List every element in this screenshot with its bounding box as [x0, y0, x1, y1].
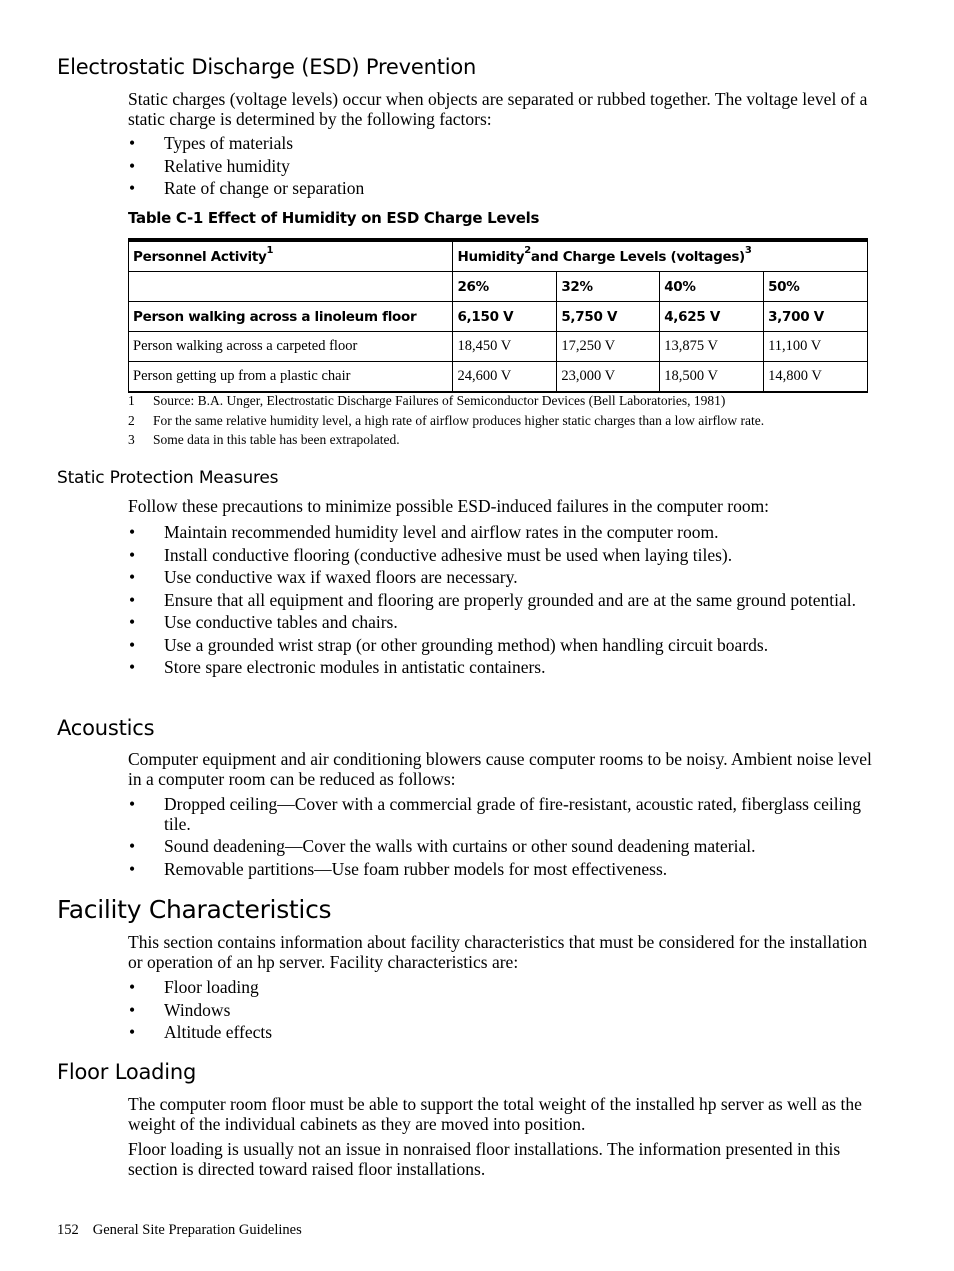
page-footer	[57, 1222, 302, 1239]
voltage-cell: 3,700 V	[764, 302, 868, 332]
humidity-level: 32%	[557, 272, 660, 302]
floor-loading-para-2: Floor loading is usually not an issue in nonraised floor installations. The information presented in this section is directed toward raised floor installations.	[128, 1139, 841, 1179]
bullet-icon: •	[129, 178, 136, 198]
table-caption: Table C-1 Effect of Humidity on ESD Charge Levels	[128, 209, 540, 227]
voltage-cell: 13,875 V	[660, 332, 764, 362]
list-item: • Removable partitions—Use foam rubber models for most effectiveness.	[129, 858, 668, 879]
list-item: • Store spare electronic modules in antistatic containers.	[129, 657, 546, 677]
bullet-icon: •	[129, 794, 136, 814]
humidity-levels-row	[129, 272, 868, 302]
list-item: • Altitude effects	[129, 1022, 273, 1042]
table-row	[129, 332, 868, 362]
list-item: • Types of materials	[129, 133, 294, 153]
table-row	[129, 302, 868, 332]
bullet-icon: •	[129, 1022, 136, 1042]
bullet-icon: •	[129, 544, 136, 565]
facility-heading: Facility Characteristics	[57, 895, 332, 924]
footnote-1: 1 Source: B.A. Unger, Electrostatic Discharge Failures of Semiconductor Devices (Bell Laboratories, 1981)	[128, 393, 726, 408]
humidity-level: 50%	[764, 272, 868, 302]
bullet-icon: •	[129, 634, 136, 655]
bullet-icon: •	[129, 589, 136, 610]
list-item: • Sound deadening—Cover the walls with curtains or other sound deadening material.	[129, 836, 756, 856]
floor-loading-para-1: The computer room floor must be able to support the total weight of the installed hp server as well as the weight of the individual cabinets as they are moved into position.	[128, 1094, 862, 1134]
bullet-icon: •	[129, 612, 136, 632]
footer-title: General Site Preparation Guidelines	[92, 1222, 302, 1238]
list-item: • Rate of change or separation	[129, 178, 365, 198]
esd-humidity-table	[128, 238, 868, 393]
bullet-icon: •	[129, 977, 136, 997]
static-protection-heading: Static Protection Measures	[57, 468, 279, 488]
voltage-cell: 18,450 V	[453, 332, 557, 362]
esd-factors-list	[128, 134, 873, 202]
bullet-icon: •	[129, 522, 136, 542]
table-row	[129, 362, 868, 393]
esd-intro: Static charges (voltage levels) occur when objects are separated or rubbed together. The voltage level of a static charge is determined by the following factors:	[128, 89, 868, 129]
humidity-level: 40%	[660, 272, 764, 302]
list-item: • Relative humidity	[129, 155, 290, 176]
list-item: • Use conductive wax if waxed floors are necessary.	[129, 567, 518, 587]
facility-list	[128, 978, 873, 1046]
esd-heading: Electrostatic Discharge (ESD) Prevention	[57, 55, 477, 79]
list-item: • Dropped ceiling—Cover with a commercial grade of fire-resistant, acoustic rated, fiberglass ceiling tile.	[129, 794, 861, 834]
bullet-icon: •	[129, 155, 136, 176]
static-protection-list	[128, 523, 873, 681]
list-item: • Maintain recommended humidity level and airflow rates in the computer room.	[129, 522, 719, 542]
static-protection-intro: Follow these precautions to minimize possible ESD-induced failures in the computer room:	[128, 496, 770, 516]
acoustics-intro: Computer equipment and air conditioning blowers cause computer rooms to be noisy. Ambient noise level in a computer room can be reduced as follows:	[128, 749, 872, 789]
list-item: • Use a grounded wrist strap (or other grounding method) when handling circuit boards.	[129, 634, 769, 655]
footnote-2: 2 For the same relative humidity level, a high rate of airflow produces higher static charges than a low airflow rate.	[128, 413, 765, 428]
bullet-icon: •	[129, 858, 136, 879]
page-number: 152	[57, 1222, 79, 1238]
activity-cell: Person walking across a carpeted floor	[129, 332, 453, 362]
list-item: • Ensure that all equipment and flooring are properly grounded and are at the same ground potential.	[129, 589, 856, 610]
acoustics-heading: Acoustics	[57, 716, 155, 740]
floor-loading-heading: Floor Loading	[57, 1060, 197, 1084]
facility-intro: This section contains information about facility characteristics that must be considered for the installation or operation of an hp server. Facility characteristics are:	[128, 932, 868, 972]
voltage-cell: 23,000 V	[557, 362, 660, 393]
bullet-icon: •	[129, 657, 136, 677]
activity-cell: Person getting up from a plastic chair	[129, 362, 453, 393]
bullet-icon: •	[129, 836, 136, 856]
voltage-cell: 18,500 V	[660, 362, 764, 393]
list-item: • Install conductive flooring (conductive adhesive must be used when laying tiles).	[129, 544, 733, 565]
footnote-3: 3 Some data in this table has been extrapolated.	[128, 432, 400, 447]
activity-cell: Person walking across a linoleum floor	[129, 302, 453, 332]
list-item: • Floor loading	[129, 977, 259, 997]
voltage-cell: 24,600 V	[453, 362, 557, 393]
bullet-icon: •	[129, 567, 136, 587]
voltage-cell: 5,750 V	[557, 302, 660, 332]
voltage-cell: 14,800 V	[764, 362, 868, 393]
bullet-icon: •	[129, 133, 136, 153]
personnel-activity-header: Personnel Activity$^1$	[129, 240, 453, 272]
voltage-cell: 17,250 V	[557, 332, 660, 362]
list-item: • Windows	[129, 999, 231, 1020]
acoustics-list	[128, 795, 873, 882]
humidity-header: Humidity$^2$and Charge Levels (voltages)$^3$	[453, 240, 868, 272]
table-header-row	[129, 240, 868, 272]
voltage-cell: 11,100 V	[764, 332, 868, 362]
humidity-level: 26%	[453, 272, 557, 302]
voltage-cell: 6,150 V	[453, 302, 557, 332]
bullet-icon: •	[129, 999, 136, 1020]
list-item: • Use conductive tables and chairs.	[129, 612, 398, 632]
voltage-cell: 4,625 V	[660, 302, 764, 332]
